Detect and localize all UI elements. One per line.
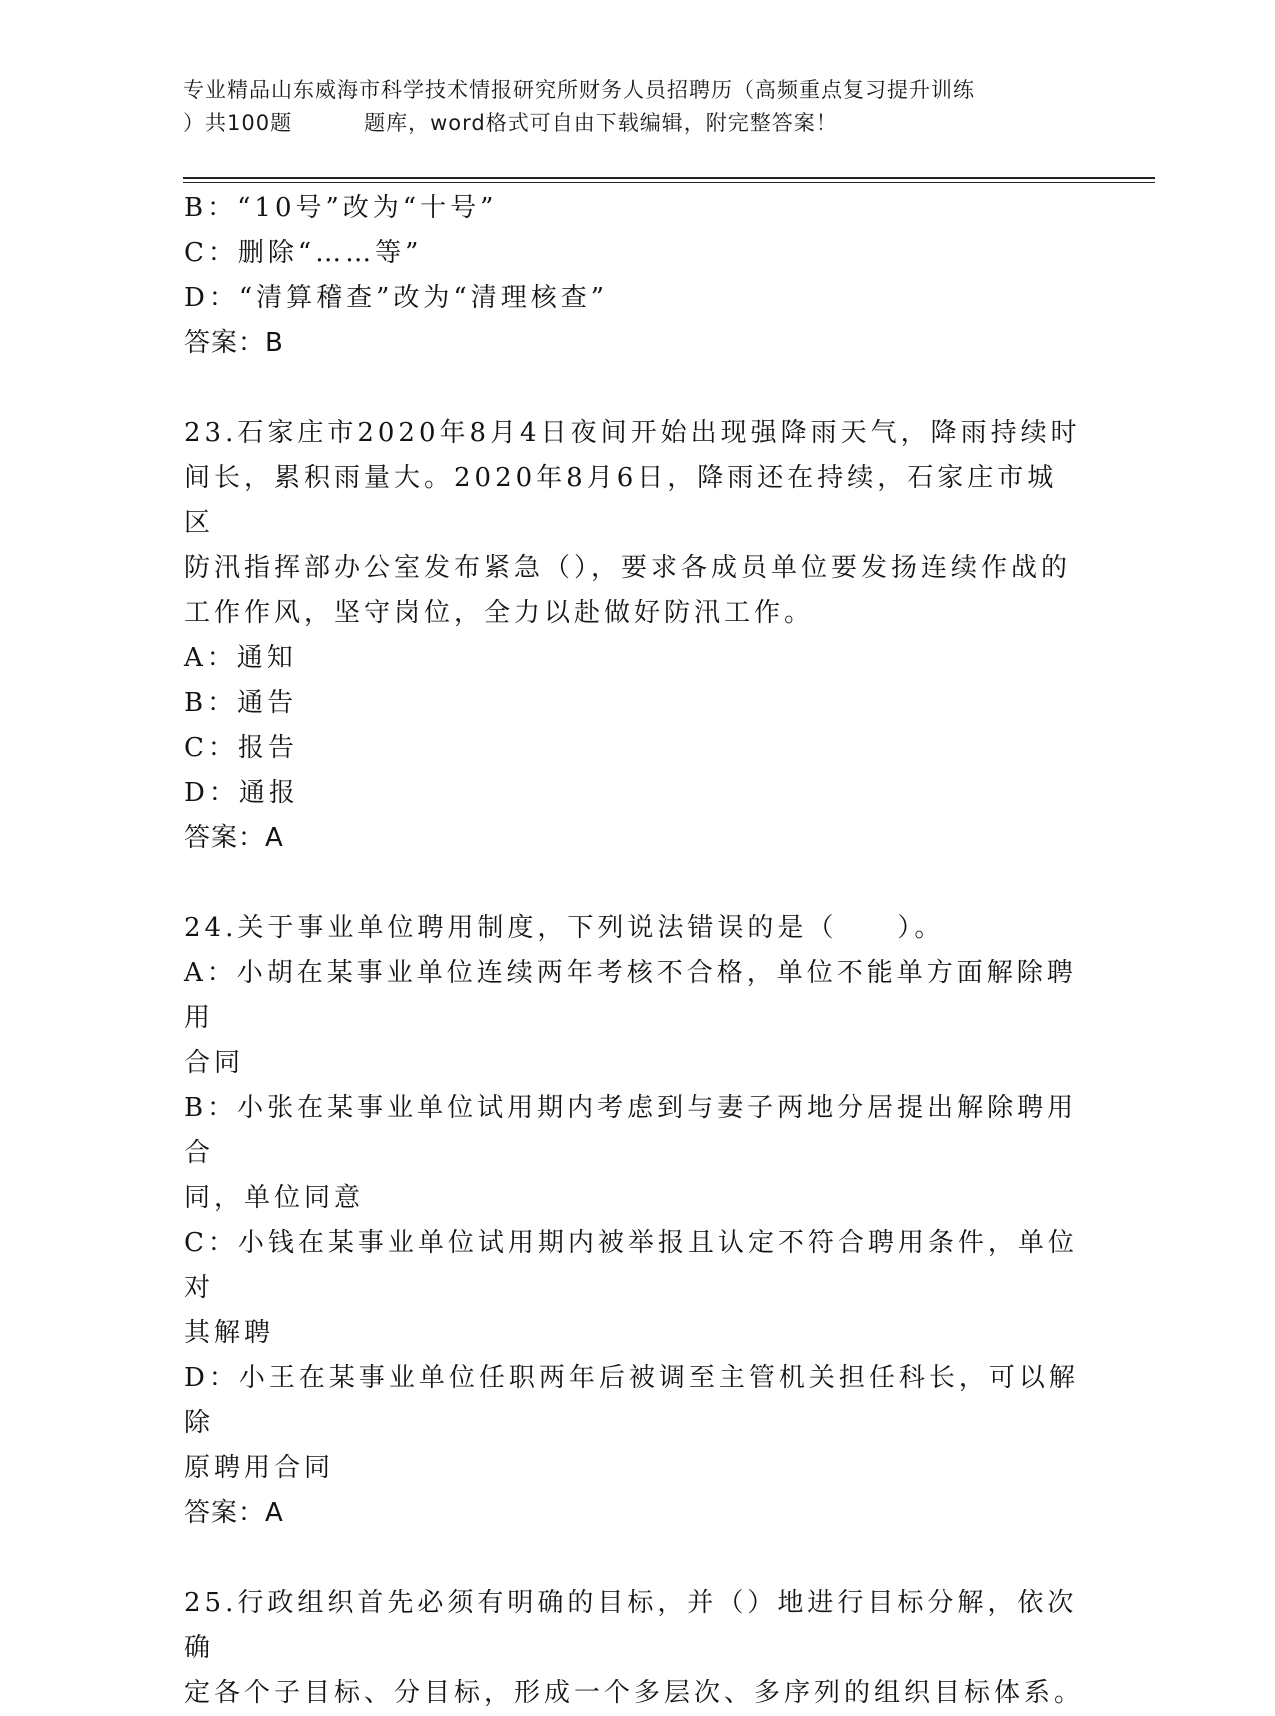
header-rule-thin: [183, 182, 1155, 183]
question-stem-line: 定各个子目标、分目标，形成一个多层次、多序列的组织目标体系。: [184, 1678, 1085, 1708]
prev-question: [184, 186, 1084, 366]
question-stem: 24.关于事业单位聘用制度，下列说法错误的是（ ）。: [184, 913, 945, 943]
page-header: [183, 74, 1083, 140]
question-stem-line: 工作作风，坚守岗位，全力以赴做好防汛工作。: [184, 598, 815, 628]
option-a: A：小胡在某事业单位连续两年考核不合格，单位不能单方面解除聘用: [184, 958, 1077, 1033]
header-line-2: [183, 107, 1083, 140]
option-d: D：“清算稽查”改为“清理核查”: [184, 283, 609, 313]
option-d: D：小王在某事业单位任职两年后被调至主管机关担任科长，可以解除: [184, 1363, 1079, 1438]
option-b: B：小张在某事业单位试用期内考虑到与妻子两地分居提出解除聘用合: [184, 1093, 1078, 1168]
question-24: [184, 906, 1084, 1536]
option-d: D：通报: [184, 778, 299, 808]
spacer: [184, 861, 1084, 906]
header-line-2-b: 题库，word格式可自由下载编辑，附完整答案！: [364, 111, 838, 135]
option-c: C：小钱在某事业单位试用期内被举报且认定不符合聘用条件，单位对: [184, 1228, 1078, 1303]
option-c: C：报告: [184, 733, 298, 763]
header-line-2-a: ）共100题: [183, 111, 293, 135]
header-line-1: 专业精品山东威海市科学技术情报研究所财务人员招聘历（高频重点复习提升训练: [183, 78, 975, 102]
option-b: B：“10号”改为“十号”: [184, 193, 498, 223]
question-stem-line: 防汛指挥部办公室发布紧急（），要求各成员单位要发扬连续作战的: [184, 553, 1072, 583]
answer-line: 答案：A: [184, 823, 284, 853]
answer-line: 答案：B: [184, 328, 284, 358]
question-25: [184, 1581, 1084, 1716]
header-rule-thick: [183, 177, 1155, 179]
option-d-continued: 原聘用合同: [184, 1453, 335, 1483]
option-a: A：通知: [184, 643, 297, 673]
option-c: C：删除“……等”: [184, 238, 423, 268]
option-c-continued: 其解聘: [184, 1318, 275, 1348]
question-stem-line: 23.石家庄市2020年8月4日夜间开始出现强降雨天气，降雨持续时: [184, 418, 1081, 448]
question-stem-line: 间长，累积雨量大。2020年8月6日，降雨还在持续，石家庄市城区: [184, 463, 1058, 538]
option-a-continued: 合同: [184, 1048, 245, 1078]
option-b: B：通告: [184, 688, 298, 718]
spacer: [184, 1536, 1084, 1581]
answer-line: 答案：A: [184, 1498, 284, 1528]
spacer: [184, 366, 1084, 411]
question-23: [184, 411, 1084, 861]
question-content: [184, 186, 1084, 1716]
question-stem-line: 25.行政组织首先必须有明确的目标，并（）地进行目标分解，依次确: [184, 1588, 1078, 1663]
option-b-continued: 同，单位同意: [184, 1183, 365, 1213]
